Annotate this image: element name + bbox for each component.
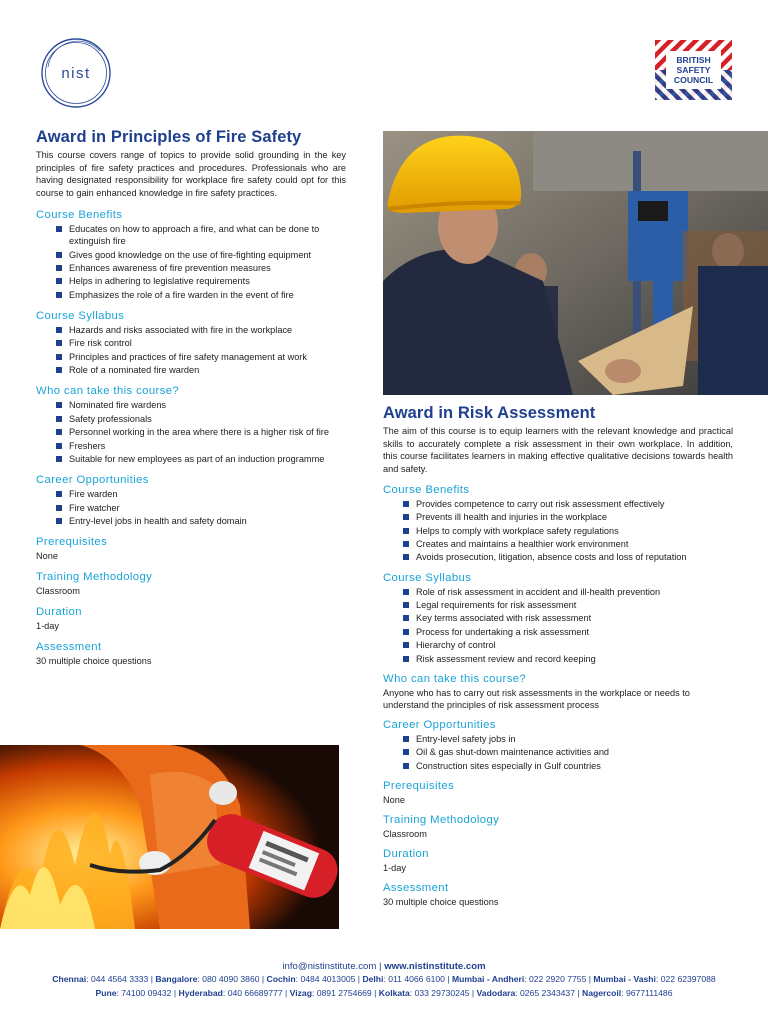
bullet-square-icon [403, 736, 409, 742]
bullet-square-icon [403, 763, 409, 769]
contact-line: info@nistinstitute.com | www.nistinstitute.com [282, 961, 486, 972]
bullet-square-icon [56, 327, 62, 333]
risk-assessment-heading: Assessment [383, 882, 449, 894]
branch-phones-line-2: Pune: 74100 09432 | Hyderabad: 040 66689777 | Vizag: 0891 2754669 | Kolkata: 033 29730245 | Vadodara: 0265 2343437 | Nagercoil: 9677111486 [95, 987, 673, 998]
list-item: Hierarchy of control [403, 639, 733, 651]
branch-entry: Vadodara: 0265 2343437 [476, 987, 575, 998]
branch-entry: Mumbai - Vashi: 022 62397088 [593, 974, 716, 985]
branch-entry: Hyderabad: 040 66689777 [178, 987, 283, 998]
bullet-square-icon [403, 528, 409, 534]
bullet-square-icon [403, 541, 409, 547]
risk-who-heading: Who can take this course? [383, 672, 527, 685]
bullet-square-icon [56, 226, 62, 232]
bullet-square-icon [403, 501, 409, 507]
list-item: Principles and practices of fire safety management at work [56, 351, 346, 363]
bullet-square-icon [403, 514, 409, 520]
risk-syllabus-heading: Course Syllabus [383, 571, 472, 584]
branch-entry: Vizag: 0891 2754669 [289, 987, 372, 998]
list-item: Role of a nominated fire warden [56, 364, 346, 376]
list-item: Fire risk control [56, 337, 346, 349]
branch-entry: Bangalore: 080 4090 3860 [155, 974, 260, 985]
fire-extinguisher-photo [0, 745, 339, 929]
risk-syllabus-list [403, 586, 733, 665]
risk-assessment-title: Award in Risk Assessment [383, 404, 596, 422]
bullet-square-icon [56, 402, 62, 408]
bullet-square-icon [56, 491, 62, 497]
list-item: Gives good knowledge on the use of fire-fighting equipment [56, 249, 346, 261]
bullet-square-icon [56, 518, 62, 524]
bullet-square-icon [403, 615, 409, 621]
bullet-square-icon [403, 749, 409, 755]
branch-entry: Chennai: 044 4564 3333 [52, 974, 149, 985]
risk-prereq-heading: Prerequisites [383, 780, 455, 792]
bullet-square-icon [403, 656, 409, 662]
fire-benefits-list [56, 223, 346, 301]
branch-entry: Mumbai - Andheri: 022 2920 7755 [451, 974, 587, 985]
bullet-square-icon [403, 554, 409, 560]
risk-duration-heading: Duration [383, 848, 429, 860]
bullet-square-icon [56, 367, 62, 373]
list-item: Educates on how to approach a fire, and what can be done to extinguish fire [56, 223, 346, 248]
risk-assessment-course-section [383, 404, 733, 908]
bsc-text-line-1: BRITISH [676, 55, 711, 65]
fire-who-list [56, 399, 346, 465]
list-item: Nominated fire wardens [56, 399, 346, 411]
bullet-square-icon [56, 354, 62, 360]
risk-assessment-intro: The aim of this course is to equip learners with the relevant knowledge and practical skills to accurately complete a risk assessment in their own workplace. In addition, this course facilitates learners in making effective qualitative decisions towards health and safety. [383, 426, 733, 475]
fire-career-list [56, 488, 346, 527]
branch-phones-line-1: Chennai: 044 4564 3333 | Bangalore: 080 4090 3860 | Cochin: 0484 4013005 | Delhi: 011 4066 6100 | Mumbai - Andheri: 022 2920 7755 | Mumbai - Vashi: 022 62397088 [52, 974, 716, 985]
bullet-square-icon [56, 292, 62, 298]
list-item: Oil & gas shut-down maintenance activities and [403, 746, 733, 758]
fire-method-value: Classroom [36, 586, 80, 597]
list-item: Enhances awareness of fire prevention measures [56, 262, 346, 274]
risk-method-heading: Training Methodology [383, 814, 500, 826]
list-item: Provides competence to carry out risk assessment effectively [403, 498, 733, 510]
list-item: Emphasizes the role of a fire warden in the event of fire [56, 289, 346, 301]
branch-entry: Pune: 74100 09432 [95, 987, 172, 998]
risk-assessment-value: 30 multiple choice questions [383, 897, 499, 907]
fire-career-heading: Career Opportunities [36, 474, 149, 487]
bullet-square-icon [56, 456, 62, 462]
nist-logo-text: nist [61, 65, 91, 82]
bullet-square-icon [403, 589, 409, 595]
list-item: Fire warden [56, 488, 346, 500]
risk-prereq-value: None [383, 795, 405, 805]
contact-footer [0, 960, 768, 1000]
risk-who-text: Anyone who has to carry out risk assessments in the workplace or needs to understand the principles of risk assessment process [383, 687, 690, 710]
bsc-text-line-2: SAFETY [676, 65, 711, 75]
branch-entry: Kolkata: 033 29730245 [378, 987, 470, 998]
fire-safety-course-section [36, 128, 346, 667]
fire-assessment-value: 30 multiple choice questions [36, 656, 152, 667]
bullet-square-icon [403, 602, 409, 608]
fire-who-heading: Who can take this course? [36, 385, 180, 398]
fire-prereq-heading: Prerequisites [36, 536, 108, 549]
fire-benefits-heading: Course Benefits [36, 208, 123, 221]
list-item: Process for undertaking a risk assessment [403, 626, 733, 638]
list-item: Creates and maintains a healthier work environment [403, 538, 733, 550]
fire-safety-title: Award in Principles of Fire Safety [36, 128, 302, 146]
list-item: Personnel working in the area where there is a higher risk of fire [56, 426, 346, 438]
fire-assessment-heading: Assessment [36, 641, 102, 654]
fire-syllabus-heading: Course Syllabus [36, 309, 125, 322]
list-item: Avoids prosecution, litigation, absence costs and loss of reputation [403, 551, 733, 563]
fire-duration-value: 1-day [36, 621, 59, 632]
bullet-square-icon [56, 443, 62, 449]
website-link[interactable]: www.nistinstitute.com [384, 961, 486, 972]
risk-career-list [403, 733, 733, 772]
branch-entry: Delhi: 011 4066 6100 [362, 974, 445, 985]
list-item: Entry-level jobs in health and safety domain [56, 515, 346, 527]
fire-safety-intro: This course covers range of topics to provide solid grounding in the key principles of fire safety practices and procedures. Professionals who are having designated responsibility for workplace fire safety could opt for this course to gain enhanced knowledge in fire safety practices. [36, 150, 346, 199]
fire-method-heading: Training Methodology [36, 571, 153, 584]
list-item: Safety professionals [56, 413, 346, 425]
fire-duration-heading: Duration [36, 606, 82, 619]
email-link[interactable]: info@nistinstitute.com [282, 961, 377, 972]
bullet-square-icon [56, 265, 62, 271]
list-item: Legal requirements for risk assessment [403, 599, 733, 611]
risk-method-value: Classroom [383, 829, 427, 839]
list-item: Entry-level safety jobs in [403, 733, 733, 745]
bullet-square-icon [56, 416, 62, 422]
british-safety-council-logo [655, 40, 732, 100]
bullet-square-icon [56, 429, 62, 435]
risk-duration-value: 1-day [383, 863, 406, 873]
branch-entry: Nagercoil: 9677111486 [582, 987, 673, 998]
risk-career-heading: Career Opportunities [383, 718, 496, 731]
bullet-square-icon [56, 505, 62, 511]
list-item: Construction sites especially in Gulf countries [403, 760, 733, 772]
bullet-square-icon [403, 642, 409, 648]
list-item: Hazards and risks associated with fire in the workplace [56, 324, 346, 336]
list-item: Key terms associated with risk assessment [403, 612, 733, 624]
fire-syllabus-list [56, 324, 346, 376]
bullet-square-icon [56, 278, 62, 284]
list-item: Suitable for new employees as part of an induction programme [56, 453, 346, 465]
list-item: Helps to comply with workplace safety regulations [403, 525, 733, 537]
nist-logo [40, 37, 112, 109]
list-item: Freshers [56, 440, 346, 452]
fire-prereq-value: None [36, 551, 58, 562]
bullet-square-icon [56, 340, 62, 346]
bullet-square-icon [403, 629, 409, 635]
list-item: Role of risk assessment in accident and ill-health prevention [403, 586, 733, 598]
bsc-text-line-3: COUNCIL [673, 75, 714, 85]
worker-with-clipboard-photo [383, 131, 768, 395]
branch-entry: Cochin: 0484 4013005 [266, 974, 356, 985]
list-item: Risk assessment review and record keeping [403, 653, 733, 665]
list-item: Fire watcher [56, 502, 346, 514]
risk-benefits-list [403, 498, 733, 564]
list-item: Helps in adhering to legislative requirements [56, 275, 346, 287]
risk-benefits-heading: Course Benefits [383, 483, 470, 496]
bullet-square-icon [56, 252, 62, 258]
list-item: Prevents ill health and injuries in the workplace [403, 511, 733, 523]
